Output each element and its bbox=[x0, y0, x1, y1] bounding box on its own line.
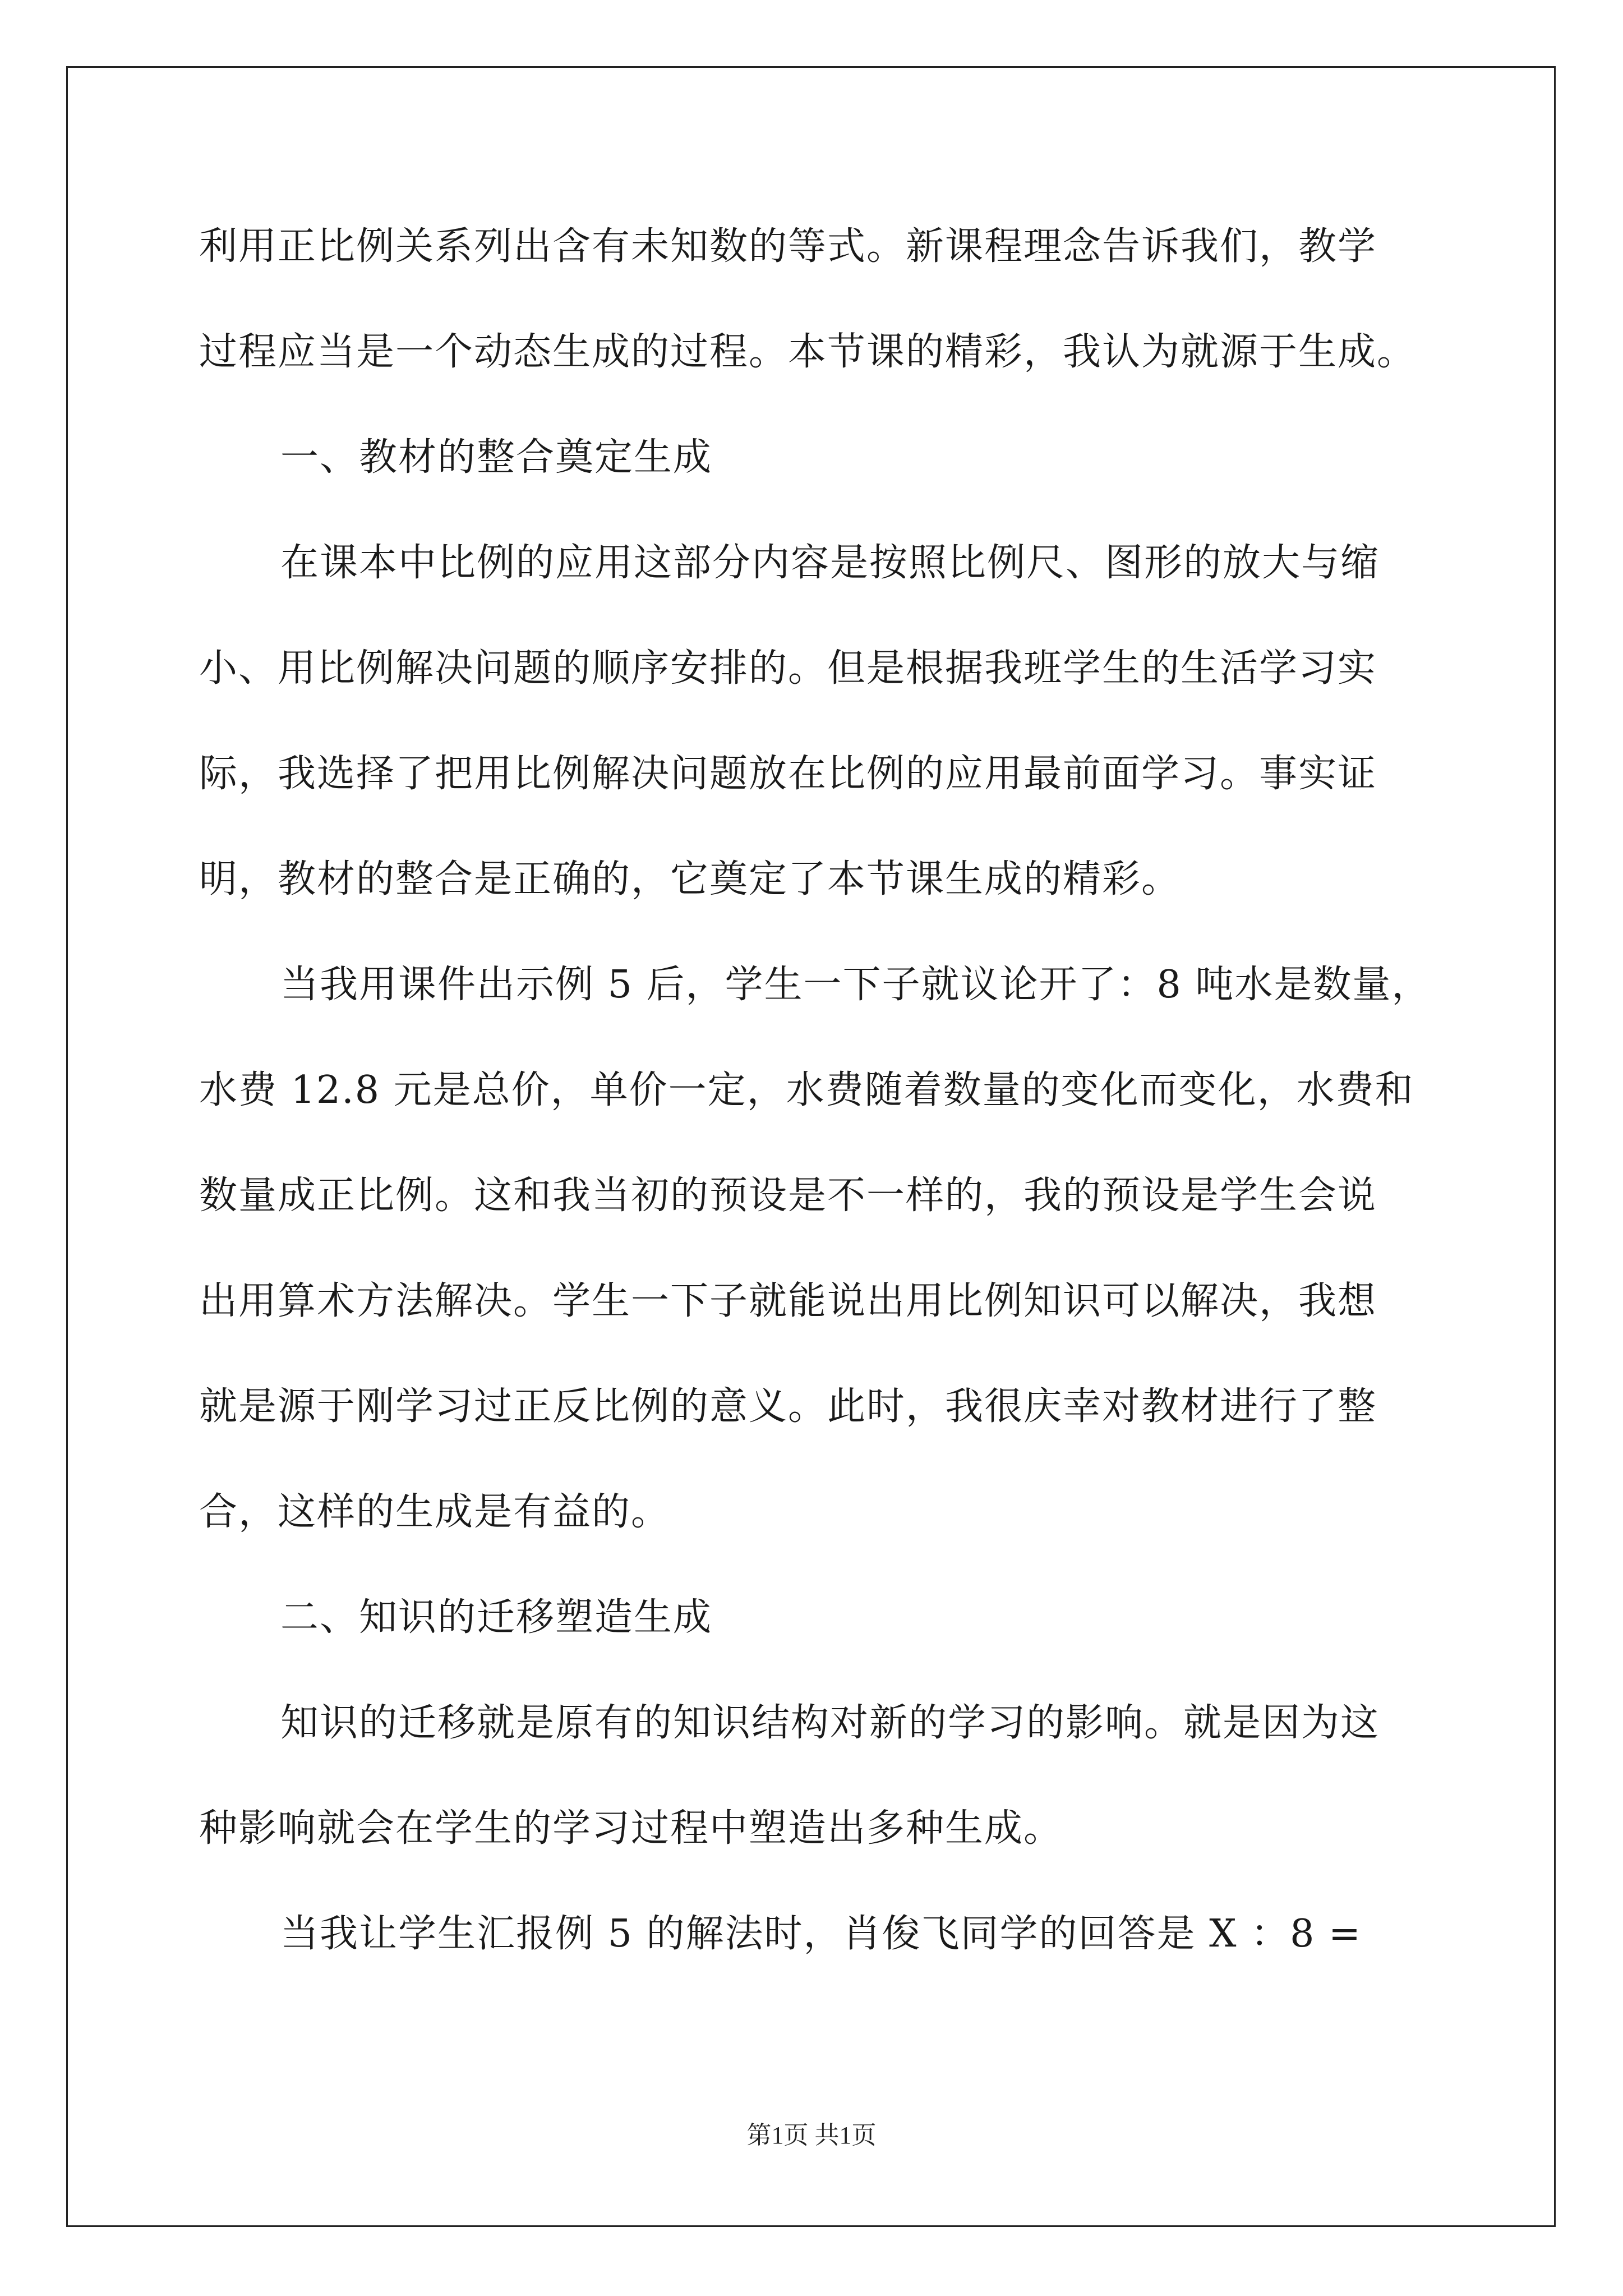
paragraph-line: 出用算术方法解决。学生一下子就能说出用比例知识可以解决，我想 bbox=[199, 1279, 1377, 1323]
paragraph-line: 知识的迁移就是原有的知识结构对新的学习的影响。就是因为这 bbox=[280, 1701, 1380, 1745]
section-heading: 二、知识的迁移塑造生成 bbox=[280, 1595, 713, 1640]
section-heading: 一、教材的整合奠定生成 bbox=[280, 435, 713, 480]
paragraph-line: 当我用课件出示例 5 后，学生一下子就议论开了：8 吨水是数量， bbox=[280, 963, 1431, 1007]
paragraph-line: 合，这样的生成是有益的。 bbox=[199, 1490, 671, 1534]
paragraph-line: 种影响就会在学生的学习过程中塑造出多种生成。 bbox=[199, 1806, 1063, 1851]
document-body bbox=[199, 213, 1433, 2006]
paragraph-line: 小、用比例解决问题的顺序安排的。但是根据我班学生的生活学习实 bbox=[199, 646, 1377, 691]
paragraph-line: 就是源于刚学习过正反比例的意义。此时，我很庆幸对教材进行了整 bbox=[199, 1384, 1377, 1429]
paragraph-line: 利用正比例关系列出含有未知数的等式。新课程理念告诉我们，教学 bbox=[199, 224, 1377, 269]
paragraph-line: 际，我选择了把用比例解决问题放在比例的应用最前面学习。事实证 bbox=[199, 752, 1377, 796]
paragraph-line: 明，教材的整合是正确的，它奠定了本节课生成的精彩。 bbox=[199, 857, 1181, 901]
page-footer: 第1页 共1页 bbox=[746, 2122, 877, 2149]
paragraph-line: 水费 12.8 元是总价，单价一定，水费随着数量的变化而变化，水费和 bbox=[199, 1068, 1414, 1112]
paragraph-line: 过程应当是一个动态生成的过程。本节课的精彩，我认为就源于生成。 bbox=[199, 330, 1417, 374]
paragraph-line: 数量成正比例。这和我当初的预设是不一样的，我的预设是学生会说 bbox=[199, 1174, 1377, 1218]
paragraph-line: 当我让学生汇报例 5 的解法时，肖俊飞同学的回答是 X ：8 = bbox=[280, 1912, 1362, 1956]
paragraph-line: 在课本中比例的应用这部分内容是按照比例尺、图形的放大与缩 bbox=[280, 541, 1380, 585]
